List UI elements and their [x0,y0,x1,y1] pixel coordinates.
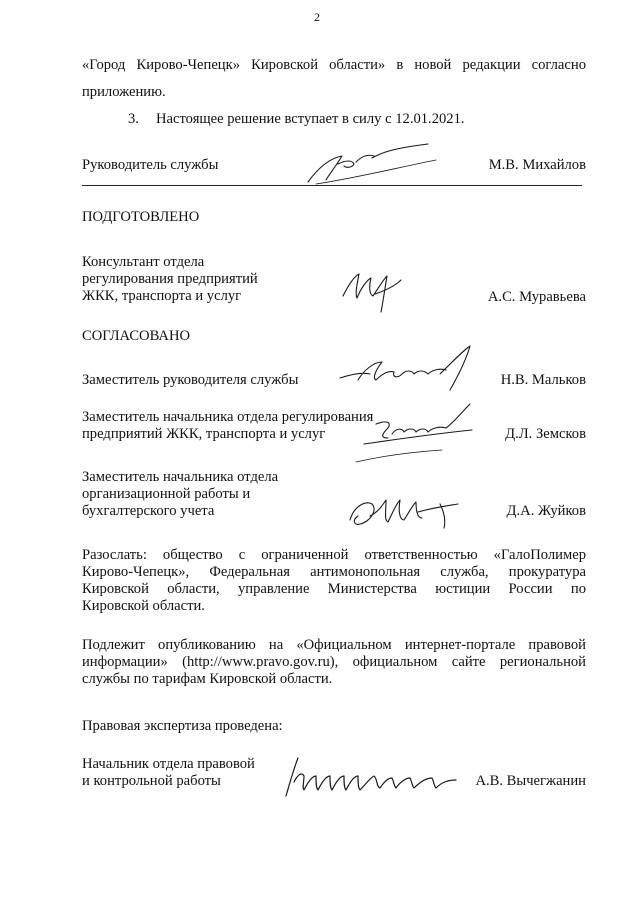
legal-title-line-1: Начальник отдела правовой [82,756,255,772]
agreed-heading: СОГЛАСОВАНО [82,328,191,344]
prepared-title-line-3: ЖКК, транспорта и услуг [82,288,242,304]
prepared-signature [335,266,415,316]
agreed-2-title-line-1: Заместитель начальника отдела регулирования [82,409,374,425]
intro-line-1: «Город Кирово-Чепецк» Кировской области» в новой редакции согласно [82,57,586,73]
head-name: М.В. Михайлов [488,157,586,173]
head-signature [296,138,446,190]
publication-line-1: Подлежит опубликованию на «Официальном интернет-портале правовой [82,637,586,653]
agreed-3-name: Д.А. Жуйков [506,503,586,519]
page-number: 2 [314,10,320,24]
agreed-3-title-line-2: организационной работы и [82,486,251,502]
publication-line-2: информации» (http://www.pravo.gov.ru), официальном сайте региональной [82,654,586,670]
prepared-title-line-2: регулирования предприятий [82,271,258,287]
publication-line-3: службы по тарифам Кировской области. [82,671,333,687]
prepared-heading: ПОДГОТОВЛЕНО [82,209,200,225]
distribution-line-2: Кирово-Чепецк», Федеральная антимонопольная служба, прокуратура [82,564,586,580]
agreed-3-title-line-3: бухгалтерского учета [82,503,215,519]
legal-name: А.В. Вычегжанин [475,773,586,789]
legal-signature [276,752,466,800]
distribution-line-1: Разослать: общество с ограниченной ответственностью «ГалоПолимер [82,547,586,563]
item-3-number: 3. [128,111,139,127]
agreed-2-name: Д.Л. Земсков [505,426,586,442]
agreed-2-title-line-2: предприятий ЖКК, транспорта и услуг [82,426,326,442]
agreed-1-title: Заместитель руководителя службы [82,372,299,388]
agreed-1-name: Н.В. Мальков [500,372,586,388]
distribution-line-4: Кировской области. [82,598,205,614]
agreed-3-title-line-1: Заместитель начальника отдела [82,469,279,485]
prepared-name: А.С. Муравьева [487,289,586,305]
agreed-1-signature [336,340,486,398]
signature-line [82,185,582,186]
distribution-line-3: Кировской области, управление Министерства юстиции России по [82,581,586,597]
legal-heading: Правовая экспертиза проведена: [82,718,283,734]
item-3-text: Настоящее решение вступает в силу с 12.01.2021. [156,111,465,127]
legal-title-line-2: и контрольной работы [82,773,221,789]
head-title: Руководитель службы [82,157,219,173]
prepared-title-line-1: Консультант отдела [82,254,205,270]
intro-line-2: приложению. [82,84,166,100]
